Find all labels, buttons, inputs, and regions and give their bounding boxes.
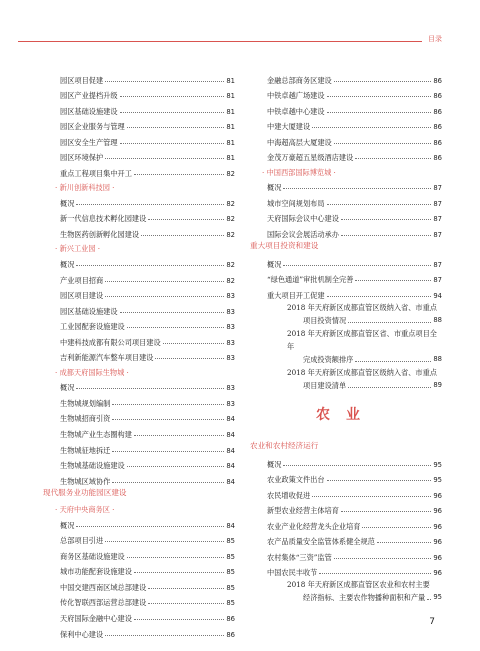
toc-entry-page: 81 [226, 92, 235, 101]
toc-entry-title: 生物城区域协作 [60, 476, 111, 486]
toc-entry-title: 生物医药创新孵化园建设 [60, 229, 140, 239]
toc-table-entry-line2-text: 完成投资额排序 [303, 354, 354, 364]
toc-entry[interactable] [43, 254, 235, 270]
toc-entry-title: 园区安全生产管理 [60, 137, 118, 147]
dot-leader [334, 143, 432, 144]
dot-leader [76, 265, 224, 266]
dot-leader [427, 599, 431, 600]
dot-leader [341, 511, 431, 512]
toc-entry-page: 86 [433, 138, 442, 147]
toc-entry-page: 83 [226, 323, 235, 332]
toc-subsection-title: · 天府中央商务区 · [55, 505, 115, 515]
dot-leader [155, 358, 224, 359]
toc-entry[interactable] [43, 270, 235, 286]
toc-entry-title: 天府国际金融中心建设 [60, 613, 132, 623]
toc-entry[interactable] [43, 577, 235, 593]
toc-entry[interactable] [43, 317, 235, 333]
dot-leader [355, 158, 431, 159]
toc-entry[interactable] [250, 285, 442, 301]
toc-entry[interactable] [250, 547, 442, 563]
dot-leader [355, 280, 431, 281]
dot-leader [148, 588, 224, 589]
toc-entry-page: 87 [433, 199, 442, 208]
toc-entry-page: 81 [226, 123, 235, 132]
toc-entry-title: 农民增收促进 [267, 490, 311, 500]
toc-entry-title: 重点工程项目集中开工 [60, 168, 132, 178]
toc-entry-page: 81 [226, 76, 235, 85]
toc-right-column [250, 70, 442, 392]
dot-leader [76, 388, 224, 389]
toc-entry-title: 园区项目促建 [60, 75, 104, 85]
toc-entry-title: 中国交建西南区域总部建设 [60, 582, 147, 592]
dot-leader [105, 635, 224, 636]
toc-entry[interactable] [43, 332, 235, 348]
toc-entry[interactable] [250, 70, 442, 86]
toc-subsection-title: · 中国西部国际博览城 · [262, 167, 336, 177]
toc-subsection [43, 179, 235, 194]
toc-entry-title: 新一代信息技术孵化园建设 [60, 214, 147, 224]
toc-entry-page: 86 [226, 630, 235, 639]
toc-entry-title: 园区项目建设 [60, 291, 104, 301]
toc-subsection [250, 163, 442, 178]
toc-section-heading: 重大项目投资和建设 [250, 240, 319, 250]
toc-entry-page: 96 [433, 538, 442, 547]
toc-entry-title: 中国农民丰收节 [267, 568, 318, 578]
dot-leader [163, 343, 225, 344]
dot-leader [334, 81, 432, 82]
toc-entry-page: 87 [433, 215, 442, 224]
toc-entry-page: 81 [226, 107, 235, 116]
toc-entry-title: 商务区基础设施建设 [60, 551, 125, 561]
dot-leader [348, 322, 431, 323]
toc-subsection-title: · 成都天府国际生物城 · [55, 367, 129, 377]
toc-entry-page: 89 [433, 380, 442, 389]
toc-entry-title: 城市功能配套设施建设 [60, 567, 132, 577]
dot-leader [127, 127, 225, 128]
toc-entry-page: 84 [226, 430, 235, 439]
toc-entry-title: 金融总部商务区建设 [267, 75, 332, 85]
toc-entry-page: 86 [433, 123, 442, 132]
toc-entry[interactable] [250, 193, 442, 209]
toc-entry[interactable] [43, 163, 235, 179]
toc-entry-page: 88 [433, 315, 442, 324]
toc-entry-title: 概况 [267, 459, 282, 469]
toc-table-entry-line2 [287, 353, 442, 366]
toc-entry[interactable] [43, 440, 235, 456]
toc-subsection-title: · 新川创新科技园 · [55, 183, 115, 193]
toc-entry[interactable] [43, 608, 235, 624]
toc-entry-page: 83 [226, 399, 235, 408]
toc-entry-title: 中海超高层大厦建设 [267, 137, 332, 147]
toc-entry[interactable] [43, 86, 235, 102]
toc-entry-page: 83 [226, 292, 235, 301]
toc-table-entry-line1: 2018 年天府新区成都直管区农业和农村主要 [287, 580, 430, 590]
toc-table-entry-line2 [287, 591, 442, 604]
toc-table-entry-line2 [287, 379, 442, 392]
toc-entry-title: 生物城规划编制 [60, 398, 111, 408]
toc-entry-page: 95 [433, 476, 442, 485]
chapter-title: 农业 [316, 407, 376, 423]
toc-entry-title: 概况 [60, 198, 75, 208]
dot-leader [120, 143, 225, 144]
toc-entry[interactable] [250, 132, 442, 148]
toc-subsection [43, 501, 235, 516]
toc-entry-page: 84 [226, 462, 235, 471]
toc-entry-title: 农产品质量安全监管体系健全规范 [267, 537, 375, 547]
toc-entry[interactable] [250, 516, 442, 532]
toc-entry[interactable] [43, 424, 235, 440]
toc-right-column-agriculture [250, 440, 442, 604]
toc-entry-title: 工业园配套设施建设 [60, 322, 125, 332]
dot-leader [377, 542, 432, 543]
toc-entry[interactable] [43, 593, 235, 609]
toc-entry[interactable] [250, 532, 442, 548]
toc-entry-title: 国际会议会展活动承办 [267, 229, 339, 239]
dot-leader [312, 127, 431, 128]
toc-entry[interactable] [43, 101, 235, 117]
toc-entry-title: 农村集体“三资”监管 [267, 552, 332, 562]
toc-entry-title: 概况 [60, 383, 75, 393]
dot-leader [148, 219, 224, 220]
toc-entry-title: 生物城产业生态圈构建 [60, 429, 132, 439]
toc-entry-page: 81 [226, 154, 235, 163]
toc-entry[interactable] [43, 471, 235, 487]
toc-left-column [43, 70, 235, 640]
toc-table-entry-line1: 2018 年天府新区成都直管区级纳入省、市重点 [287, 302, 437, 312]
toc-entry-title: 概况 [60, 260, 75, 270]
toc-entry-title: 保利中心建设 [60, 629, 104, 639]
toc-entry-page: 96 [433, 569, 442, 578]
dot-leader [105, 81, 224, 82]
toc-subsection-title: · 新兴工业园 · [55, 244, 101, 254]
toc-entry-title: 新型农业经营主体培育 [267, 506, 339, 516]
toc-table-entry-line1: 2018 年天府新区成都直管区级纳入省、市重点 [287, 367, 437, 377]
toc-entry[interactable] [250, 148, 442, 164]
toc-entry-title: 园区企业服务与管理 [60, 122, 125, 132]
dot-leader [327, 96, 432, 97]
toc-subsection [43, 363, 235, 378]
dot-leader [341, 235, 431, 236]
toc-entry-title: 生物城征地拆迁 [60, 445, 111, 455]
toc-entry[interactable] [250, 270, 442, 286]
toc-entry-title: 农业政策文件出台 [267, 475, 325, 485]
toc-entry-page: 84 [226, 415, 235, 424]
dot-leader [327, 112, 432, 113]
dot-leader [120, 112, 225, 113]
toc-entry-page: 83 [226, 354, 235, 363]
page-number: 7 [429, 617, 435, 627]
toc-table-entry-line1: 2018 年天府新区成都直管区省、市重点项目全年 [287, 328, 437, 351]
toc-entry-title: “绿色通道”审批机制全完善 [267, 275, 354, 285]
header-label: 目录 [428, 35, 442, 43]
dot-leader [341, 219, 431, 220]
toc-entry-page: 83 [226, 338, 235, 347]
dot-leader [112, 419, 224, 420]
toc-section-heading: 现代服务业功能园区建设 [43, 487, 127, 497]
dot-leader [134, 572, 224, 573]
toc-entry[interactable] [43, 456, 235, 472]
toc-entry-title: 园区基础设施建设 [60, 106, 118, 116]
toc-entry[interactable] [43, 546, 235, 562]
dot-leader [355, 361, 431, 362]
dot-leader [327, 204, 432, 205]
toc-entry-page: 86 [433, 92, 442, 101]
toc-entry-page: 82 [226, 230, 235, 239]
toc-entry[interactable] [250, 209, 442, 225]
toc-entry-page: 86 [226, 614, 235, 623]
toc-entry-title: 农业产业化经营龙头企业培育 [267, 521, 361, 531]
toc-entry[interactable] [43, 301, 235, 317]
toc-entry[interactable] [43, 624, 235, 640]
toc-table-entry[interactable] [250, 327, 442, 366]
toc-table-entry[interactable] [250, 366, 442, 392]
toc-entry[interactable] [43, 393, 235, 409]
toc-entry-page: 96 [433, 553, 442, 562]
dot-leader [334, 558, 431, 559]
toc-entry[interactable] [250, 117, 442, 133]
toc-entry-page: 86 [433, 154, 442, 163]
toc-entry-title: 中建科技成都有限公司项目建设 [60, 337, 161, 347]
toc-table-entry-line2-text: 经济指标、主要农作物播种面积和产量 [303, 593, 426, 603]
toc-section-heading: 农业和农村经济运行 [250, 441, 319, 450]
toc-subsection [43, 240, 235, 255]
header-rule [18, 41, 422, 42]
dot-leader [134, 435, 224, 436]
toc-entry-page: 87 [433, 260, 442, 269]
toc-entry-title: 生物城招商引资 [60, 414, 111, 424]
toc-entry-page: 82 [226, 215, 235, 224]
toc-entry-title: 金茂万豪超五星级酒店建设 [267, 153, 354, 163]
toc-table-entry[interactable] [250, 301, 442, 327]
toc-entry-title: 园区环境保护 [60, 153, 104, 163]
dot-leader [127, 327, 225, 328]
toc-entry-page: 94 [433, 291, 442, 300]
toc-entry-title: 生物城基础设施建设 [60, 461, 125, 471]
toc-entry[interactable] [43, 117, 235, 133]
dot-leader [348, 387, 431, 388]
toc-entry[interactable] [43, 224, 235, 240]
toc-entry-title: 传化智联西部运营总部建设 [60, 598, 147, 608]
toc-entry-page: 85 [226, 568, 235, 577]
toc-entry[interactable] [250, 470, 442, 486]
toc-entry[interactable] [250, 454, 442, 470]
dot-leader [362, 527, 431, 528]
toc-entry-page: 82 [226, 169, 235, 178]
toc-table-entry-line2-text: 项目投资情况 [303, 315, 347, 325]
toc-entry[interactable] [250, 563, 442, 579]
toc-entry-title: 园区产业提档升级 [60, 91, 118, 101]
dot-leader [112, 451, 224, 452]
toc-entry[interactable] [43, 209, 235, 225]
toc-entry[interactable] [250, 501, 442, 517]
dot-leader [148, 603, 224, 604]
dot-leader [112, 482, 224, 483]
toc-entry[interactable] [250, 86, 442, 102]
dot-leader [127, 466, 225, 467]
dot-leader [112, 404, 224, 405]
dot-leader [105, 541, 224, 542]
dot-leader [120, 96, 225, 97]
toc-entry-page: 95 [433, 593, 442, 602]
toc-entry-title: 园区基础设施建设 [60, 306, 118, 316]
dot-leader [312, 496, 431, 497]
toc-entry-page: 85 [226, 552, 235, 561]
dot-leader [283, 265, 431, 266]
toc-entry-page: 84 [226, 446, 235, 455]
toc-entry-page: 85 [226, 537, 235, 546]
dot-leader [141, 235, 224, 236]
dot-leader [105, 281, 224, 282]
toc-entry[interactable] [250, 101, 442, 117]
toc-entry[interactable] [43, 515, 235, 531]
dot-leader [283, 188, 431, 189]
toc-table-entry[interactable] [250, 578, 442, 604]
toc-entry-page: 95 [433, 460, 442, 469]
toc-entry-title: 中建大厦建设 [267, 122, 311, 132]
toc-entry-title: 中铁卓越中心建设 [267, 106, 325, 116]
dot-leader [120, 312, 225, 313]
dot-leader [319, 573, 431, 574]
toc-entry-title: 概况 [267, 259, 282, 269]
toc-entry-page: 88 [433, 354, 442, 363]
toc-entry-title: 中铁卓越广场建设 [267, 91, 325, 101]
toc-table-entry-line2-text: 项目建设清单 [303, 380, 347, 390]
toc-entry-page: 83 [226, 384, 235, 393]
dot-leader [105, 296, 224, 297]
toc-entry-title: 城市空间规划布局 [267, 198, 325, 208]
toc-entry[interactable] [250, 224, 442, 240]
dot-leader [134, 619, 224, 620]
toc-entry-page: 82 [226, 261, 235, 270]
toc-entry-page: 82 [226, 276, 235, 285]
toc-entry-page: 83 [226, 307, 235, 316]
toc-entry[interactable] [43, 132, 235, 148]
toc-entry-page: 86 [433, 76, 442, 85]
toc-entry[interactable] [43, 531, 235, 547]
toc-entry-title: 总部项目引进 [60, 536, 104, 546]
toc-entry[interactable] [43, 148, 235, 164]
dot-leader [283, 465, 431, 466]
dot-leader [134, 174, 224, 175]
toc-entry-page: 87 [433, 276, 442, 285]
toc-entry[interactable] [250, 254, 442, 270]
toc-entry-page: 84 [226, 521, 235, 530]
toc-entry[interactable] [250, 178, 442, 194]
toc-entry-title: 吉利新能源汽车整车项目建设 [60, 353, 154, 363]
toc-entry-title: 概况 [267, 183, 282, 193]
toc-entry-page: 96 [433, 507, 442, 516]
toc-entry-page: 84 [226, 477, 235, 486]
toc-entry-page: 82 [226, 199, 235, 208]
toc-entry-page: 85 [226, 599, 235, 608]
toc-entry[interactable] [43, 286, 235, 302]
toc-entry-title: 产业项目招商 [60, 275, 104, 285]
toc-entry[interactable] [43, 348, 235, 364]
toc-entry-page: 96 [433, 491, 442, 500]
toc-entry-page: 86 [433, 107, 442, 116]
dot-leader [327, 296, 432, 297]
toc-entry-title: 重大项目开工促建 [267, 290, 325, 300]
toc-entry-title: 天府国际会议中心建设 [267, 214, 339, 224]
toc-entry-page: 96 [433, 522, 442, 531]
toc-entry-title: 概况 [60, 520, 75, 530]
toc-entry-page: 87 [433, 230, 442, 239]
toc-entry[interactable] [43, 193, 235, 209]
toc-entry[interactable] [43, 409, 235, 425]
dot-leader [127, 557, 225, 558]
toc-entry[interactable] [43, 70, 235, 86]
toc-entry[interactable] [43, 378, 235, 394]
toc-entry-page: 81 [226, 138, 235, 147]
toc-table-entry-line2 [287, 314, 442, 327]
dot-leader [76, 526, 224, 527]
toc-entry[interactable] [43, 562, 235, 578]
dot-leader [105, 158, 224, 159]
dot-leader [76, 204, 224, 205]
toc-entry[interactable] [250, 485, 442, 501]
dot-leader [327, 480, 432, 481]
toc-entry-page: 85 [226, 583, 235, 592]
toc-entry-page: 87 [433, 184, 442, 193]
